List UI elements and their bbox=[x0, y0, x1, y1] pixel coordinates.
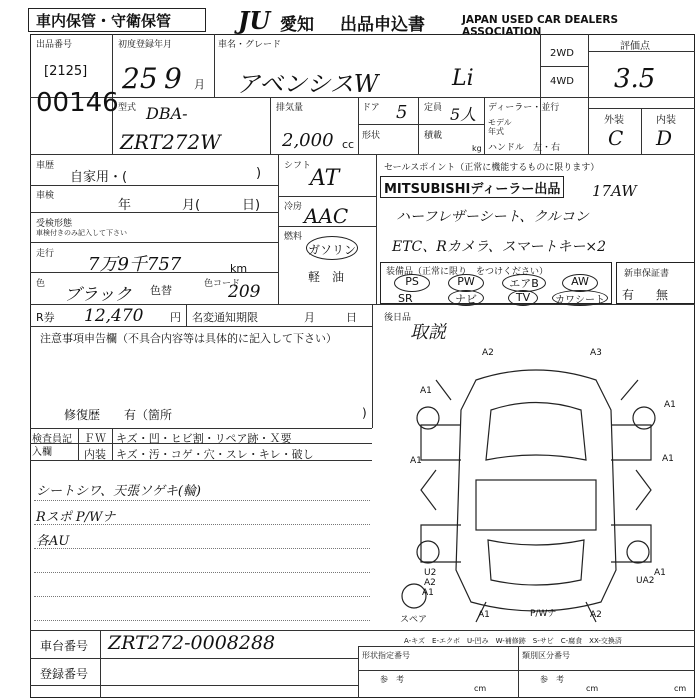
mileage-value: 7万9千757 bbox=[88, 254, 182, 275]
lot-bracket: [2125] bbox=[44, 64, 88, 79]
equip-tv: TV bbox=[508, 290, 538, 306]
displacement-value: 2,000 bbox=[282, 130, 334, 151]
mark-a1-right-low: A1 bbox=[654, 568, 666, 578]
dim-cm-3: cm bbox=[674, 684, 687, 693]
note-1: シートシワ、天張ソゲキ(輪) bbox=[36, 484, 201, 499]
inspection-day: 日) bbox=[242, 198, 261, 213]
inspector-label: 検査員記入欄 bbox=[32, 434, 72, 458]
capacity-label: 定員 bbox=[424, 103, 443, 113]
mark-a1-right-top: A1 bbox=[664, 400, 676, 410]
history-close: ) bbox=[256, 166, 262, 181]
inspection-month: 月( bbox=[182, 198, 201, 213]
exterior-label: 外装 bbox=[604, 115, 624, 126]
name-change-label: 名変通知期限 bbox=[192, 311, 258, 324]
rear-items-value: 取説 bbox=[410, 322, 446, 343]
note-2: Rスポ P/Wナ bbox=[36, 510, 116, 525]
class-no-label: 類別区分番号 bbox=[522, 651, 570, 660]
grade: Li bbox=[452, 66, 474, 91]
rating-label: 評価点 bbox=[620, 41, 650, 52]
ref-label-1: 参 考 bbox=[380, 675, 404, 684]
exterior-grade: C bbox=[608, 126, 624, 150]
2wd-label: 2WD bbox=[550, 48, 574, 59]
fuel-value: ガソリン bbox=[308, 243, 357, 257]
handle-label: ハンドル 左・右 bbox=[488, 143, 561, 153]
mitsubishi-text: MITSUBISHIディーラー出品 bbox=[384, 182, 561, 197]
inspection-year: 年 bbox=[118, 198, 132, 213]
warranty-yes: 有 bbox=[622, 288, 635, 302]
history-value: 自家用・( bbox=[70, 170, 128, 185]
damage-legend: A-キズ E-エクボ U-凹み W-補修跡 S-サビ C-腐食 XX-交換済 bbox=[404, 637, 622, 645]
km-label: km bbox=[230, 262, 248, 275]
reg-month-unit: 月 bbox=[194, 78, 205, 91]
lot-number: 00146 bbox=[36, 88, 119, 118]
cc-label: cc bbox=[342, 138, 355, 151]
shape-label: 形状 bbox=[362, 131, 381, 141]
cooling-label: 冷房 bbox=[284, 202, 303, 212]
dealer-label: ディーラー・並行 bbox=[488, 103, 560, 113]
fw-items: キズ・凹・ヒビ割・リペア跡・Ｘ要 bbox=[116, 432, 292, 445]
cooling-value: AAC bbox=[304, 204, 349, 228]
sales-line-3: ETC、Rカメラ、スマートキー×2 bbox=[392, 239, 607, 255]
interior-items: キズ・汚・コゲ・穴・スレ・キレ・破し bbox=[116, 448, 314, 461]
model-name-label: 車名・グレード bbox=[218, 40, 282, 50]
recycle-value: 12,470 bbox=[84, 306, 144, 326]
equip-pw: PW bbox=[448, 274, 484, 292]
reg-format-note: 車検付きのみ記入して下さい bbox=[36, 229, 127, 237]
listing-no-label: 出品番号 bbox=[36, 40, 73, 50]
fuel-label: 燃料 bbox=[284, 232, 303, 242]
rating-value: 3.5 bbox=[614, 64, 656, 94]
interior-label: 内装 bbox=[656, 115, 676, 126]
fw-label: ＦＷ bbox=[84, 432, 106, 445]
type-value: ZRT272W bbox=[120, 130, 221, 154]
dim-cm-1: cm bbox=[474, 684, 487, 693]
equip-ps: PS bbox=[394, 274, 430, 292]
load-label: 積載 bbox=[424, 131, 443, 141]
mark-a1-right-mid: A1 bbox=[662, 454, 674, 464]
equip-navi: ナビ bbox=[448, 290, 484, 306]
interior-row-label: 内装 bbox=[84, 448, 106, 461]
spare-label: スペア bbox=[400, 615, 428, 625]
rear-items-label: 後日品 bbox=[384, 313, 412, 323]
note-3: 各AU bbox=[36, 534, 70, 549]
mark-ua2-right: UA2 bbox=[636, 576, 655, 586]
warranty-label: 新車保証書 bbox=[624, 269, 670, 279]
mark-u2-left: U2 bbox=[424, 568, 437, 578]
equipment-label: 装備品（正常に限り をつけください） bbox=[386, 267, 549, 277]
kg-label: kg bbox=[472, 144, 482, 153]
interior-grade: D bbox=[656, 126, 673, 150]
model-name: アベンシスW bbox=[236, 70, 379, 98]
equip-airbag: エアB bbox=[502, 274, 546, 292]
mark-a1-bottom-left: A1 bbox=[478, 610, 490, 620]
mark-a2-bottom-right: A2 bbox=[590, 610, 602, 620]
recycle-unit: 円 bbox=[170, 311, 181, 324]
color-value: ブラック bbox=[64, 285, 132, 305]
color-code-value: 209 bbox=[228, 282, 261, 302]
doors-label: ドア bbox=[362, 103, 380, 113]
shift-label: シフト bbox=[284, 161, 312, 171]
mark-a2-left: A2 bbox=[424, 578, 436, 588]
shift-value: AT bbox=[310, 166, 340, 191]
mark-a1-left-mid: A1 bbox=[410, 456, 422, 466]
sales-point-label: セールスポイント（正常に機能するものに限ります） bbox=[384, 163, 600, 173]
form-title: 出品申込書 bbox=[340, 15, 425, 35]
sales-line-2: ハーフレザーシート、クルコン bbox=[396, 209, 589, 225]
mark-a1-left-top: A1 bbox=[420, 386, 432, 396]
name-change-month: 月 bbox=[304, 311, 315, 324]
repair-history: 修復歴 有（箇所 bbox=[64, 408, 173, 422]
first-reg-label: 初度登録年月 bbox=[118, 40, 173, 50]
reg-month: 9 bbox=[164, 62, 182, 95]
chassis-no-label: 車台番号 bbox=[40, 639, 89, 653]
equip-sr: SR bbox=[398, 292, 413, 305]
fuel-diesel: 軽 油 bbox=[308, 270, 345, 284]
model-year-label: モデル年式 bbox=[488, 118, 512, 136]
association-subtitle: JAPAN USED CAR DEALERS ASSOCIATION bbox=[462, 14, 619, 38]
storage-label: 車内保管・守衛保管 bbox=[36, 12, 172, 30]
chassis-no-value: ZRT272-0008288 bbox=[108, 632, 276, 654]
reg-format-label: 受検形態 bbox=[36, 219, 73, 229]
color-label: 色 bbox=[36, 279, 46, 289]
doors-value: 5 bbox=[396, 102, 408, 123]
mileage-label: 走行 bbox=[36, 249, 55, 259]
ref-label-2: 参 考 bbox=[540, 675, 564, 684]
warranty-no: 無 bbox=[656, 288, 669, 302]
color-change-label: 色替 bbox=[150, 284, 172, 297]
ju-logo: JU bbox=[238, 6, 271, 35]
mark-pw-bottom: P/Wナ bbox=[530, 609, 557, 619]
history-label: 車歴 bbox=[36, 161, 55, 171]
name-change-day: 日 bbox=[346, 311, 357, 324]
4wd-label: 4WD bbox=[550, 76, 574, 87]
notes-header: 注意事項申告欄（不具合内容等は具体的に記入して下さい） bbox=[40, 332, 337, 345]
org-name: 愛知 bbox=[280, 15, 314, 35]
std-no-label: 形状指定番号 bbox=[362, 651, 410, 660]
displacement-label: 排気量 bbox=[276, 103, 304, 113]
type-label: 型式 bbox=[118, 103, 137, 113]
mark-a2-top: A2 bbox=[482, 348, 494, 358]
recycle-label: R券 bbox=[36, 311, 55, 324]
type-prefix: DBA- bbox=[146, 104, 188, 123]
color-code-label: 色コード bbox=[204, 279, 241, 289]
capacity-value: 5人 bbox=[450, 105, 477, 124]
sales-line-1: 17AW bbox=[592, 182, 637, 200]
reg-year: 25 bbox=[122, 62, 158, 95]
equip-aw: AW bbox=[562, 274, 598, 292]
equip-cassette: カワシート bbox=[552, 290, 608, 306]
reg-no-label: 登録番号 bbox=[40, 667, 89, 681]
mark-a3-top: A3 bbox=[590, 348, 602, 358]
mark-a1-front: A1 bbox=[422, 588, 434, 598]
inspection-label: 車検 bbox=[36, 191, 55, 201]
dim-cm-2: cm bbox=[586, 684, 599, 693]
